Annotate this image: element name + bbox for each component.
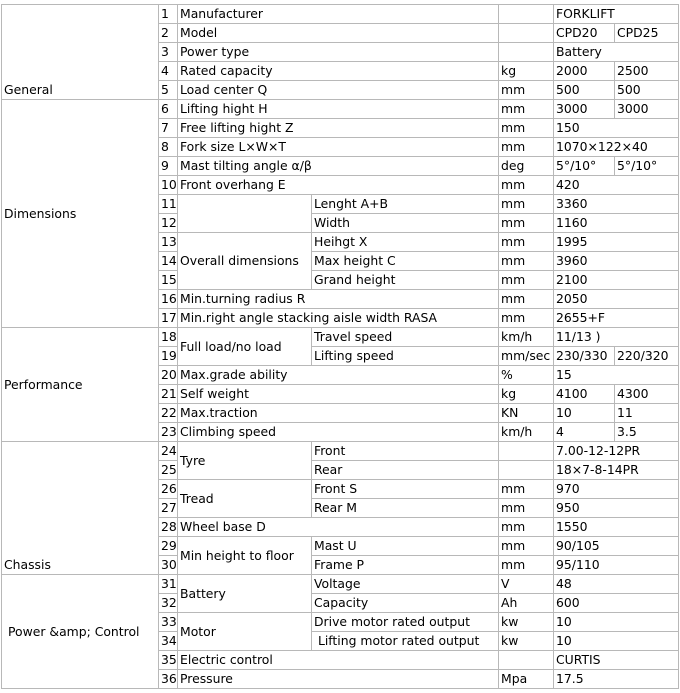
item-label: Max.traction xyxy=(178,404,499,423)
item-label: Lifting hight H xyxy=(178,100,499,119)
row-number: 6 xyxy=(159,100,178,119)
unit-cell xyxy=(499,24,554,43)
row-number: 29 xyxy=(159,537,178,556)
unit-cell: deg xyxy=(499,157,554,176)
unit-cell xyxy=(499,5,554,24)
unit-cell xyxy=(499,651,554,670)
unit-cell: mm xyxy=(499,214,554,233)
row-number: 10 xyxy=(159,176,178,195)
unit-cell: kg xyxy=(499,62,554,81)
value-shared: 2100 xyxy=(554,271,679,290)
row-number: 25 xyxy=(159,461,178,480)
unit-cell: mm xyxy=(499,480,554,499)
unit-cell: mm xyxy=(499,290,554,309)
item-label: Mast tilting angle α/β xyxy=(178,157,499,176)
unit-cell: mm xyxy=(499,556,554,575)
row-number: 34 xyxy=(159,632,178,651)
category-label: Performance xyxy=(2,328,159,442)
value-cpd25: 3000 xyxy=(615,100,679,119)
unit-cell: mm xyxy=(499,252,554,271)
sub-item-label: Lifting motor rated output xyxy=(312,632,499,651)
item-label: Free lifting hight Z xyxy=(178,119,499,138)
row-number: 23 xyxy=(159,423,178,442)
unit-cell: km/h xyxy=(499,328,554,347)
unit-cell: mm xyxy=(499,195,554,214)
value-shared: FORKLIFT xyxy=(554,5,679,24)
value-shared: 1995 xyxy=(554,233,679,252)
item-group-label: Battery xyxy=(178,575,312,613)
value-cpd20: 3000 xyxy=(554,100,615,119)
spec-row xyxy=(2,442,679,461)
row-number: 33 xyxy=(159,613,178,632)
row-number: 16 xyxy=(159,290,178,309)
unit-cell: KN xyxy=(499,404,554,423)
value-shared: 970 xyxy=(554,480,679,499)
unit-cell xyxy=(499,442,554,461)
unit-cell: mm xyxy=(499,233,554,252)
row-number: 27 xyxy=(159,499,178,518)
row-number: 13 xyxy=(159,233,178,252)
item-label: Power type xyxy=(178,43,499,62)
value-cpd25: 500 xyxy=(615,81,679,100)
spec-row xyxy=(2,100,679,119)
sub-item-label: Capacity xyxy=(312,594,499,613)
item-label: Rated capacity xyxy=(178,62,499,81)
value-cpd25: 3.5 xyxy=(615,423,679,442)
category-label: Chassis xyxy=(2,442,159,575)
unit-cell: kg xyxy=(499,385,554,404)
unit-cell: mm xyxy=(499,271,554,290)
item-group-label xyxy=(178,195,312,233)
row-number: 28 xyxy=(159,518,178,537)
sub-item-label: Rear M xyxy=(312,499,499,518)
sub-item-label: Max height C xyxy=(312,252,499,271)
unit-cell: kw xyxy=(499,632,554,651)
item-label: Max.grade ability xyxy=(178,366,499,385)
unit-cell: mm xyxy=(499,138,554,157)
value-shared: CURTIS xyxy=(554,651,679,670)
unit-cell: Mpa xyxy=(499,670,554,689)
value-cpd20: CPD20 xyxy=(554,24,615,43)
item-group-label: Tyre xyxy=(178,442,312,480)
item-group-label: Tread xyxy=(178,480,312,518)
unit-cell: mm/sec xyxy=(499,347,554,366)
item-label: Load center Q xyxy=(178,81,499,100)
item-label: Pressure xyxy=(178,670,499,689)
row-number: 5 xyxy=(159,81,178,100)
sub-item-label: Front S xyxy=(312,480,499,499)
value-shared: 150 xyxy=(554,119,679,138)
unit-cell: Ah xyxy=(499,594,554,613)
sub-item-label: Grand height xyxy=(312,271,499,290)
item-group-label: Full load/no load xyxy=(178,328,312,366)
row-number: 17 xyxy=(159,309,178,328)
value-shared: 10 xyxy=(554,632,679,651)
unit-cell: mm xyxy=(499,119,554,138)
value-cpd20: 500 xyxy=(554,81,615,100)
item-label: Min.turning radius R xyxy=(178,290,499,309)
item-label: Manufacturer xyxy=(178,5,499,24)
unit-cell: mm xyxy=(499,518,554,537)
unit-cell: mm xyxy=(499,537,554,556)
item-group-label: Motor xyxy=(178,613,312,651)
value-shared: 10 xyxy=(554,613,679,632)
value-cpd25: 2500 xyxy=(615,62,679,81)
value-shared: 2050 xyxy=(554,290,679,309)
sub-item-label: Front xyxy=(312,442,499,461)
row-number: 24 xyxy=(159,442,178,461)
row-number: 35 xyxy=(159,651,178,670)
item-label: Fork size L×W×T xyxy=(178,138,499,157)
row-number: 9 xyxy=(159,157,178,176)
unit-cell: mm xyxy=(499,100,554,119)
row-number: 4 xyxy=(159,62,178,81)
value-cpd20: 5°/10° xyxy=(554,157,615,176)
row-number: 21 xyxy=(159,385,178,404)
row-number: 18 xyxy=(159,328,178,347)
value-shared: 95/110 xyxy=(554,556,679,575)
row-number: 26 xyxy=(159,480,178,499)
row-number: 2 xyxy=(159,24,178,43)
value-shared: Battery xyxy=(554,43,679,62)
row-number: 30 xyxy=(159,556,178,575)
category-label: General xyxy=(2,5,159,100)
value-shared: 15 xyxy=(554,366,679,385)
value-cpd25: 5°/10° xyxy=(615,157,679,176)
value-shared: 950 xyxy=(554,499,679,518)
item-label: Min.right angle stacking aisle width RASA xyxy=(178,309,499,328)
row-number: 19 xyxy=(159,347,178,366)
value-cpd25: 4300 xyxy=(615,385,679,404)
sub-item-label: Mast U xyxy=(312,537,499,556)
value-cpd20: 2000 xyxy=(554,62,615,81)
category-label: Power &amp; Control xyxy=(2,575,159,689)
value-shared: 7.00-12-12PR xyxy=(554,442,679,461)
unit-cell: mm xyxy=(499,81,554,100)
value-shared: 420 xyxy=(554,176,679,195)
value-shared: 48 xyxy=(554,575,679,594)
value-shared: 11/13 ) xyxy=(554,328,679,347)
value-shared: 1160 xyxy=(554,214,679,233)
unit-cell: % xyxy=(499,366,554,385)
unit-cell: km/h xyxy=(499,423,554,442)
value-shared: 3960 xyxy=(554,252,679,271)
value-shared: 1070×122×40 xyxy=(554,138,679,157)
value-shared: 17.5 xyxy=(554,670,679,689)
value-shared: 18×7-8-14PR xyxy=(554,461,679,480)
category-label: Dimensions xyxy=(2,100,159,328)
unit-cell: mm xyxy=(499,499,554,518)
sub-item-label: Frame P xyxy=(312,556,499,575)
row-number: 14 xyxy=(159,252,178,271)
row-number: 22 xyxy=(159,404,178,423)
row-number: 11 xyxy=(159,195,178,214)
spec-row xyxy=(2,5,679,24)
sub-item-label: Lifting speed xyxy=(312,347,499,366)
value-shared: 90/105 xyxy=(554,537,679,556)
item-label: Wheel base D xyxy=(178,518,499,537)
row-number: 15 xyxy=(159,271,178,290)
item-group-label: Overall dimensions xyxy=(178,233,312,290)
unit-cell xyxy=(499,461,554,480)
value-cpd25: 220/320 xyxy=(615,347,679,366)
spec-row xyxy=(2,328,679,347)
item-label: Electric control xyxy=(178,651,499,670)
item-group-label: Min height to floor xyxy=(178,537,312,575)
value-cpd20: 10 xyxy=(554,404,615,423)
value-cpd20: 4100 xyxy=(554,385,615,404)
row-number: 36 xyxy=(159,670,178,689)
value-shared: 3360 xyxy=(554,195,679,214)
row-number: 31 xyxy=(159,575,178,594)
sub-item-label: Drive motor rated output xyxy=(312,613,499,632)
row-number: 8 xyxy=(159,138,178,157)
value-cpd25: 11 xyxy=(615,404,679,423)
row-number: 1 xyxy=(159,5,178,24)
row-number: 20 xyxy=(159,366,178,385)
row-number: 32 xyxy=(159,594,178,613)
value-cpd25: CPD25 xyxy=(615,24,679,43)
unit-cell xyxy=(499,43,554,62)
item-label: Climbing speed xyxy=(178,423,499,442)
row-number: 7 xyxy=(159,119,178,138)
value-cpd20: 230/330 xyxy=(554,347,615,366)
item-label: Front overhang E xyxy=(178,176,499,195)
value-cpd20: 4 xyxy=(554,423,615,442)
sub-item-label: Lenght A+B xyxy=(312,195,499,214)
unit-cell: mm xyxy=(499,176,554,195)
sub-item-label: Voltage xyxy=(312,575,499,594)
value-shared: 600 xyxy=(554,594,679,613)
sub-item-label: Travel speed xyxy=(312,328,499,347)
unit-cell: kw xyxy=(499,613,554,632)
spec-row xyxy=(2,575,679,594)
item-label: Self weight xyxy=(178,385,499,404)
row-number: 3 xyxy=(159,43,178,62)
sub-item-label: Width xyxy=(312,214,499,233)
forklift-spec-table xyxy=(1,4,679,689)
row-number: 12 xyxy=(159,214,178,233)
unit-cell: V xyxy=(499,575,554,594)
value-shared: 2655+F xyxy=(554,309,679,328)
value-shared: 1550 xyxy=(554,518,679,537)
sub-item-label: Heihgt X xyxy=(312,233,499,252)
unit-cell: mm xyxy=(499,309,554,328)
item-label: Model xyxy=(178,24,499,43)
sub-item-label: Rear xyxy=(312,461,499,480)
